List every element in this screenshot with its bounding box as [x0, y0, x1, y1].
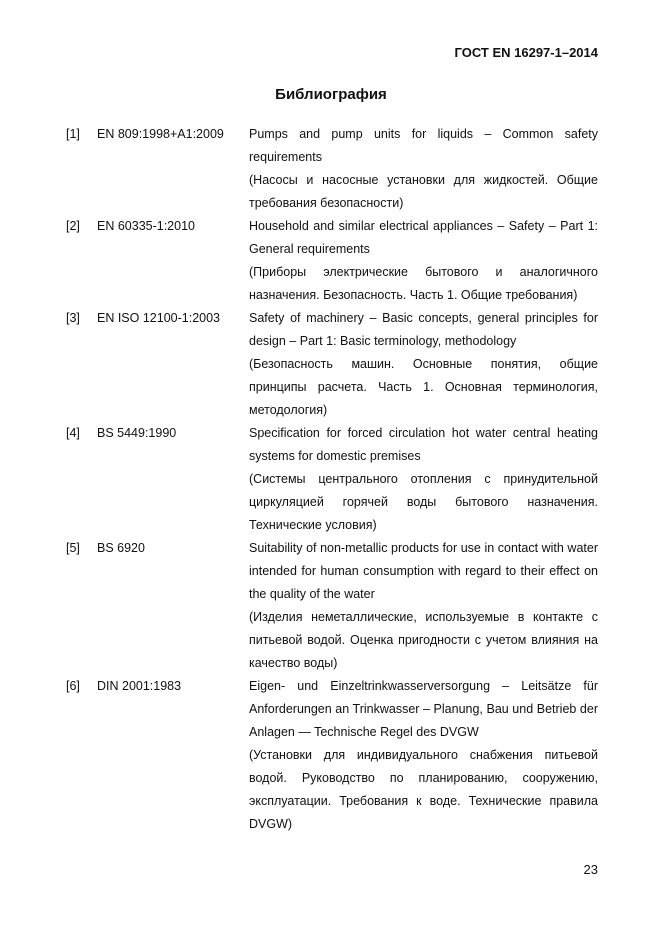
bibliography-entry — [0, 307, 662, 422]
entry-code: BS 6920 — [97, 541, 145, 555]
entry-code: EN ISO 12100-1:2003 — [97, 311, 220, 325]
entry-title-en: Safety of machinery – Basic concepts, general principles for design – Part 1: Basic terminology, methodology — [249, 311, 598, 348]
entry-text — [249, 675, 598, 836]
bibliography-entry — [0, 675, 662, 836]
bibliography-entry — [0, 422, 662, 537]
entry-code: BS 5449:1990 — [97, 426, 177, 440]
entry-text — [249, 123, 598, 215]
document-header: ГОСТ EN 16297-1–2014 — [454, 45, 598, 60]
entry-text — [249, 422, 598, 537]
bibliography-list — [0, 123, 662, 836]
entry-number: [2] — [66, 219, 80, 233]
entry-number: [4] — [66, 426, 80, 440]
entry-title-en: Eigen- und Einzeltrinkwasserversorgung – Leitsätze für Anforderungen an Trinkwasser – Planung, Bau und Betrieb der Anlagen — Technische Regel des DVGW — [249, 679, 598, 739]
entry-number: [1] — [66, 127, 80, 141]
entry-code: EN 809:1998+A1:2009 — [97, 127, 224, 141]
entry-title-en: Household and similar electrical appliances – Safety – Part 1: General requirements — [249, 219, 598, 256]
entry-number: [3] — [66, 311, 80, 325]
bibliography-entry — [0, 123, 662, 215]
entry-text — [249, 215, 598, 307]
entry-title-ru: (Насосы и насосные установки для жидкостей. Общие требования безопасности) — [249, 173, 598, 210]
entry-text — [249, 307, 598, 422]
entry-code: DIN 2001:1983 — [97, 679, 182, 693]
entry-number: [5] — [66, 541, 80, 555]
page-number: 23 — [583, 862, 598, 877]
page-title: Библиография — [275, 86, 387, 103]
entry-number: [6] — [66, 679, 80, 693]
bibliography-entry — [0, 215, 662, 307]
entry-title-ru: (Изделия неметаллические, используемые в контакте с питьевой водой. Оценка пригодности с учетом влияния на качество воды) — [249, 610, 598, 670]
entry-title-en: Suitability of non-metallic products for use in contact with water intended for human consumption with regard to their effect on the quality of the water — [249, 541, 598, 601]
entry-title-ru: (Системы центрального отопления с принудительной циркуляцией горячей воды бытового назначения. Технические условия) — [249, 472, 598, 532]
entry-text — [249, 537, 598, 675]
entry-title-ru: (Установки для индивидуального снабжения питьевой водой. Руководство по планированию, сооружению, эксплуатации. Требования к воде. Технические правила DVGW) — [249, 748, 598, 831]
bibliography-entry — [0, 537, 662, 675]
entry-code: EN 60335-1:2010 — [97, 219, 195, 233]
entry-title-ru: (Приборы электрические бытового и аналогичного назначения. Безопасность. Часть 1. Общие требования) — [249, 265, 598, 302]
entry-title-en: Specification for forced circulation hot water central heating systems for domestic premises — [249, 426, 598, 463]
entry-title-en: Pumps and pump units for liquids – Common safety requirements — [249, 127, 598, 164]
entry-title-ru: (Безопасность машин. Основные понятия, общие принципы расчета. Часть 1. Основная терминология, методология) — [249, 357, 598, 417]
